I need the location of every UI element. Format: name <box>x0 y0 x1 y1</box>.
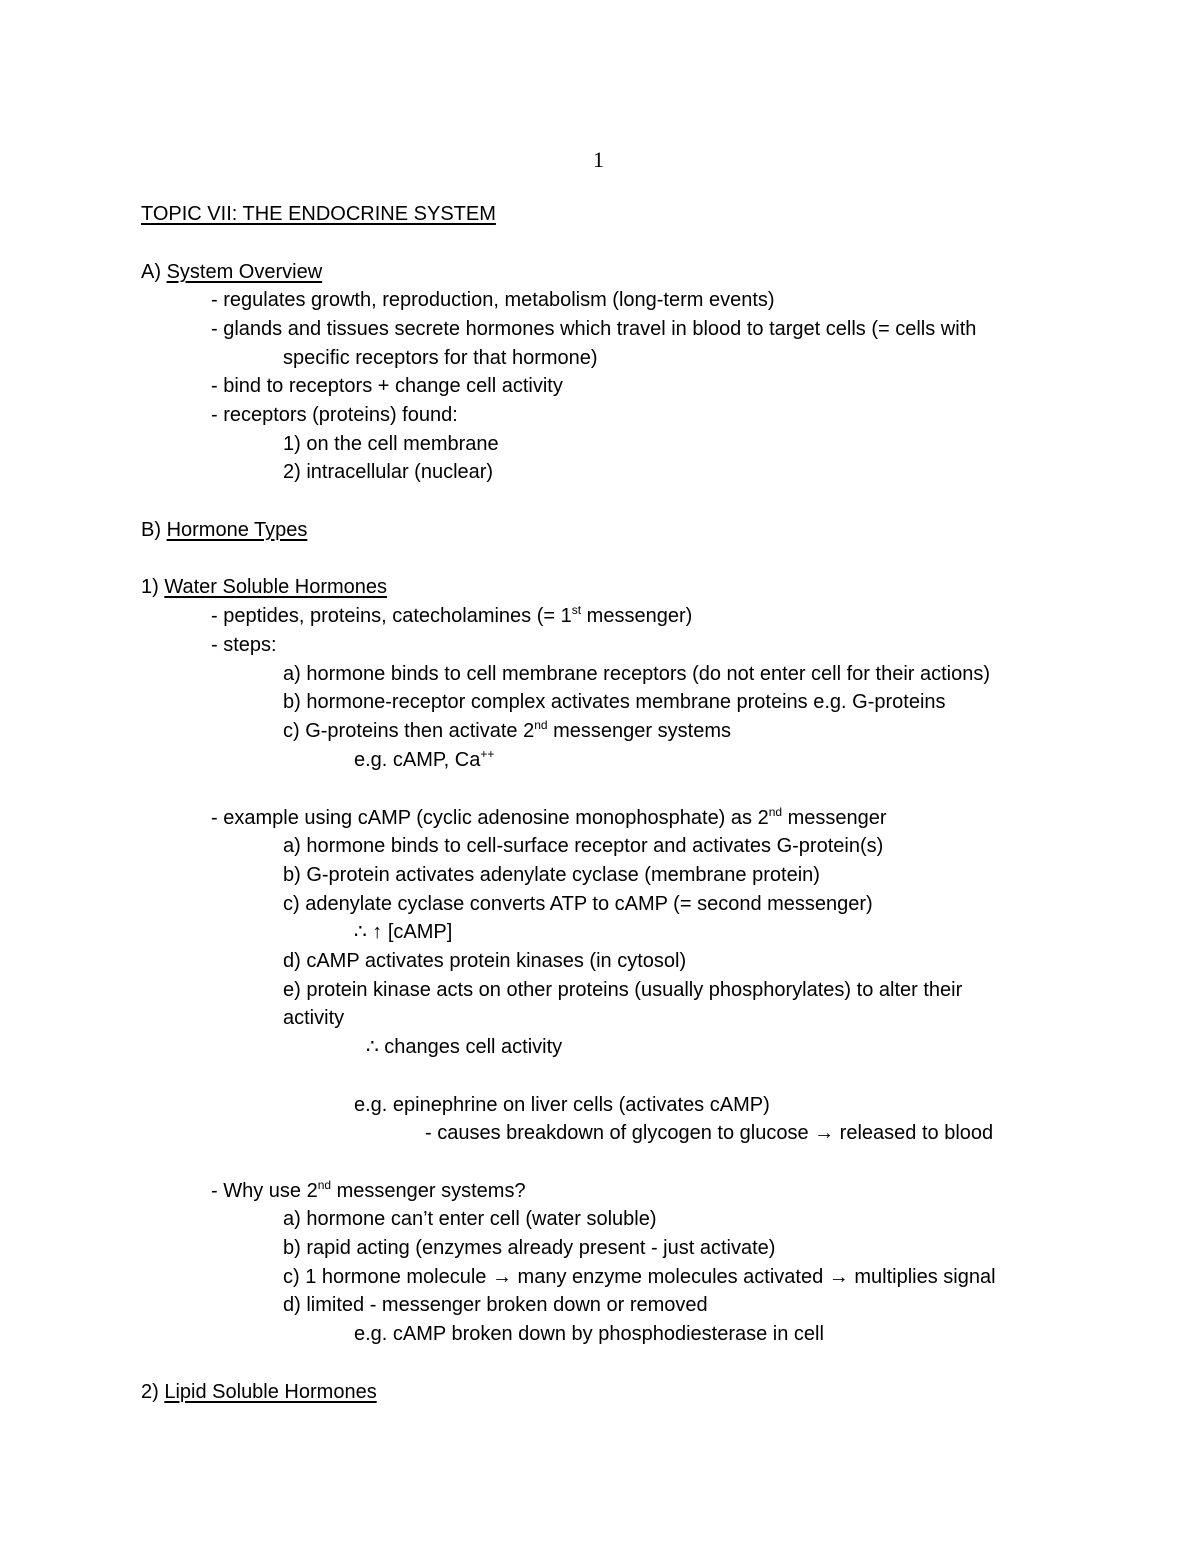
water-line-1-end: messenger) <box>581 605 693 627</box>
why-line-0-sup: nd <box>317 1178 332 1192</box>
camp-step-a: a) hormone binds to cell-surface receptor and activates G-protein(s) <box>283 835 884 857</box>
section-a-heading <box>141 262 322 282</box>
why-line-0-end: messenger systems? <box>331 1180 526 1202</box>
water-line-1 <box>211 603 693 627</box>
section-b-title: Hormone Types <box>166 519 308 541</box>
why-reason-c: c) 1 hormone molecule → many enzyme molecules activated → multiplies signal <box>283 1266 996 1288</box>
lipid-soluble-label: 2) <box>141 1381 165 1403</box>
camp-line-0-end: messenger <box>782 807 887 829</box>
camp-example-detail: - causes breakdown of glycogen to glucose → released to blood <box>425 1122 994 1144</box>
overview-line-2: - glands and tissues secrete hormones which travel in blood to target cells (= cells with <box>211 318 977 340</box>
water-line-1-text: - peptides, proteins, catecholamines (= 1 <box>211 605 572 627</box>
water-line-5-sup: nd <box>534 718 548 732</box>
water-soluble-label: 1) <box>141 576 165 598</box>
why-reason-b: b) rapid acting (enzymes already present - just activate) <box>283 1237 776 1259</box>
why-reason-a: a) hormone can’t enter cell (water soluble) <box>283 1208 657 1230</box>
water-line-6 <box>354 747 495 771</box>
document-title: TOPIC VII: THE ENDOCRINE SYSTEM <box>141 203 496 225</box>
camp-step-e-cont: activity <box>283 1007 345 1029</box>
camp-example: e.g. epinephrine on liver cells (activates cAMP) <box>354 1094 770 1116</box>
overview-line-5: - receptors (proteins) found: <box>211 404 458 426</box>
why-line-0-text: - Why use 2 <box>211 1180 318 1202</box>
camp-line-0-sup: nd <box>768 805 783 819</box>
water-line-5 <box>283 718 731 742</box>
page-number: 1 <box>593 147 604 172</box>
overview-line-7: 2) intracellular (nuclear) <box>283 461 494 483</box>
water-line-3: a) hormone binds to cell membrane receptors (do not enter cell for their actions) <box>283 663 991 685</box>
overview-line-4: - bind to receptors + change cell activity <box>211 375 563 397</box>
camp-line-0 <box>211 805 887 829</box>
lipid-soluble-heading <box>141 1382 377 1402</box>
camp-step-d: d) cAMP activates protein kinases (in cytosol) <box>283 950 687 972</box>
water-line-6-text: e.g. cAMP, Ca <box>354 749 481 771</box>
section-b-heading <box>141 520 307 540</box>
overview-line-3: specific receptors for that hormone) <box>283 347 598 369</box>
camp-line-0-text: - example using cAMP (cyclic adenosine monophosphate) as 2 <box>211 807 769 829</box>
water-soluble-heading <box>141 577 387 597</box>
camp-step-b: b) G-protein activates adenylate cyclase (membrane protein) <box>283 864 820 886</box>
water-line-1-sup: st <box>571 603 582 617</box>
overview-line-1: - regulates growth, reproduction, metabolism (long-term events) <box>211 289 775 311</box>
water-soluble-title: Water Soluble Hormones <box>164 576 388 598</box>
why-line-0 <box>211 1178 526 1202</box>
water-line-5-text: c) G-proteins then activate 2 <box>283 720 535 742</box>
section-a-label: A) <box>141 261 167 283</box>
section-a-title: System Overview <box>166 261 323 283</box>
overview-line-6: 1) on the cell membrane <box>283 433 499 455</box>
camp-step-e-result: ∴ changes cell activity <box>366 1036 563 1058</box>
water-line-4: b) hormone-receptor complex activates membrane proteins e.g. G-proteins <box>283 691 946 713</box>
water-line-5-end: messenger systems <box>547 720 731 742</box>
water-line-6-sup: ++ <box>480 747 495 761</box>
water-line-2: - steps: <box>211 634 277 656</box>
camp-step-c: c) adenylate cyclase converts ATP to cAMP (= second messenger) <box>283 893 873 915</box>
section-b-label: B) <box>141 519 167 541</box>
camp-step-c-result: ∴ ↑ [cAMP] <box>354 921 453 943</box>
why-reason-d: d) limited - messenger broken down or removed <box>283 1294 708 1316</box>
lipid-soluble-title: Lipid Soluble Hormones <box>164 1381 377 1403</box>
why-reason-d-example: e.g. cAMP broken down by phosphodiesterase in cell <box>354 1323 824 1345</box>
camp-step-e: e) protein kinase acts on other proteins (usually phosphorylates) to alter their <box>283 979 963 1001</box>
